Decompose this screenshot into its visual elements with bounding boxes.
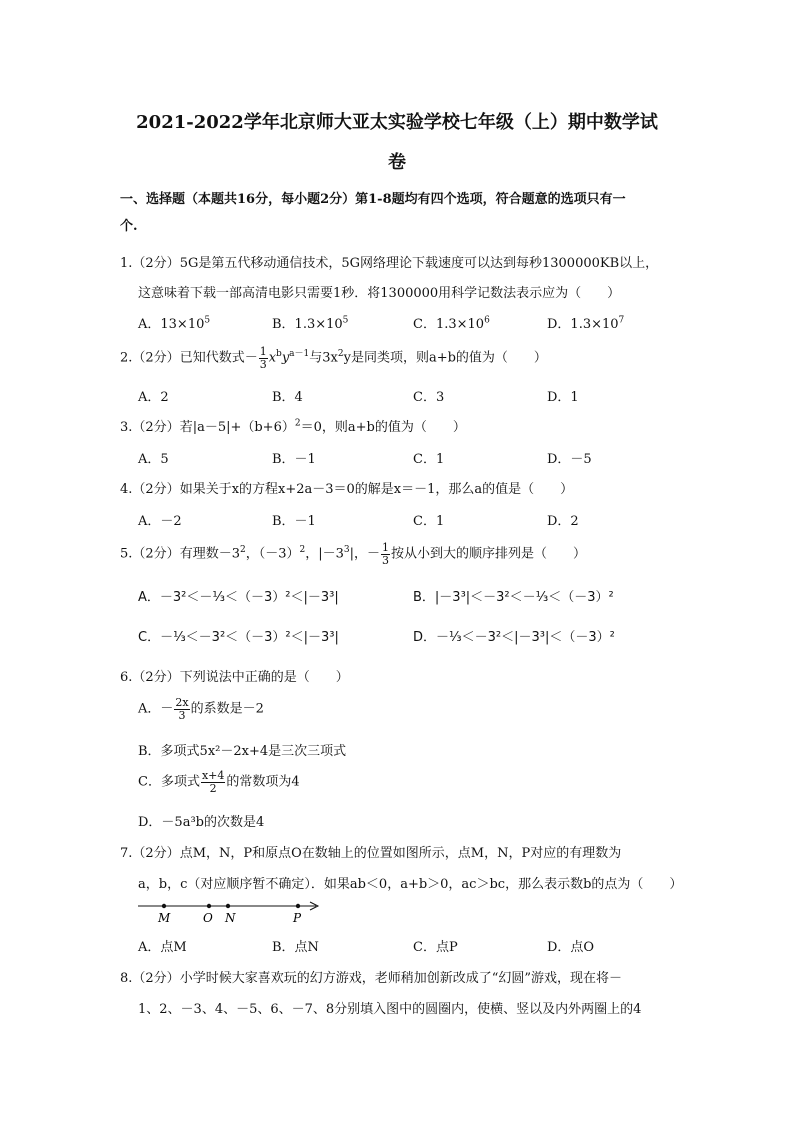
q6-option-d: D．－5a³b的次数是4 bbox=[138, 815, 265, 830]
q6-a-frac-den: 3 bbox=[178, 708, 186, 722]
q3-text2: ＝0，则a+b的值为（ ） bbox=[300, 420, 466, 435]
question-8 bbox=[120, 967, 622, 986]
q2-term1: x bbox=[268, 350, 277, 366]
question-2 bbox=[120, 346, 547, 370]
q4-option-a: A．－2 bbox=[138, 514, 182, 529]
section-heading-cont: 个. bbox=[120, 219, 138, 234]
q2-exp1b: a－1 bbox=[289, 349, 310, 360]
page-title-cont: 卷 bbox=[388, 152, 406, 173]
q2-exp1: b bbox=[276, 349, 282, 360]
q5-text3: ，|－3 bbox=[305, 546, 344, 562]
q1-option-a-text: A．13×10 bbox=[138, 317, 205, 332]
q2-number: 2.（2分） bbox=[120, 350, 180, 366]
q1-option-c-text: C．1.3×10 bbox=[413, 317, 485, 332]
q3-option-b: B．－1 bbox=[272, 452, 316, 467]
q2-fraction-den: 3 bbox=[259, 357, 267, 371]
point-n-dot bbox=[226, 904, 230, 908]
q1-option-b bbox=[272, 313, 348, 332]
q1-option-d-exp: 7 bbox=[618, 315, 625, 326]
question-6 bbox=[120, 666, 349, 685]
q5-text5: 按从小到大的顺序排列是（ ） bbox=[391, 546, 587, 562]
q2-option-b: B．4 bbox=[272, 390, 303, 405]
q5-text1: 有理数－3 bbox=[179, 546, 240, 562]
q4-number: 4.（2分） bbox=[120, 482, 180, 497]
q6-option-b: B．多项式5x²－2x+4是三次三项式 bbox=[138, 744, 347, 759]
q3-option-a: A．5 bbox=[138, 452, 169, 467]
q2-option-a: A．2 bbox=[138, 390, 169, 405]
q3-option-c: C．1 bbox=[413, 452, 445, 467]
question-5 bbox=[120, 542, 586, 566]
q6-option-a bbox=[138, 697, 264, 721]
q5-option-d: D．－⅓＜－3²＜|－3³|＜（－3）² bbox=[413, 630, 615, 645]
q3-text: 若|a－5|+（b+6） bbox=[179, 420, 295, 435]
q8-text: 小学时候大家喜欢玩的幻方游戏，老师稍加创新改成了“幻圆”游戏，现在将－ bbox=[179, 971, 622, 986]
q1-option-d-text: D．1.3×10 bbox=[547, 317, 619, 332]
page-title: 2021-2022学年北京师大亚太实验学校七年级（上）期中数学试 bbox=[136, 112, 658, 133]
section-heading: 一、选择题（本题共16分，每小题2分）第1-8题均有四个选项，符合题意的选项只有一 bbox=[120, 192, 626, 207]
q2-pre: 已知代数式－ bbox=[179, 350, 258, 366]
point-n-label: N bbox=[225, 911, 236, 925]
q7-text: 点M，N，P和原点O在数轴上的位置如图所示，点M，N，P对应的有理数为 bbox=[179, 846, 622, 861]
q1-option-c bbox=[413, 313, 490, 332]
q7-option-c: C．点P bbox=[413, 940, 458, 955]
q4-option-b: B．－1 bbox=[272, 514, 316, 529]
q5-e2: 2 bbox=[299, 545, 306, 556]
q1-option-b-text: B．1.3×10 bbox=[272, 317, 343, 332]
q1-text: 5G是第五代移动通信技术，5G网络理论下载速度可以达到每秒1300000KB以上， bbox=[179, 256, 659, 271]
question-1 bbox=[120, 252, 658, 271]
q2-term1b: y bbox=[281, 350, 290, 366]
q6-option-c-post: 的常数项为4 bbox=[226, 774, 300, 790]
point-p-dot bbox=[296, 904, 300, 908]
q2-mid: 与3x bbox=[309, 350, 338, 366]
q5-fraction bbox=[381, 542, 390, 566]
q5-option-b: B．|－3³|＜－3²＜－⅓＜（－3）² bbox=[413, 590, 614, 605]
q5-text4: |，－ bbox=[349, 546, 380, 562]
q4-option-d: D．2 bbox=[547, 514, 579, 529]
q1-option-a-exp: 5 bbox=[204, 315, 211, 326]
q3-option-d: D．－5 bbox=[547, 452, 592, 467]
point-m-dot bbox=[162, 904, 166, 908]
q3-number: 3.（2分） bbox=[120, 420, 180, 435]
q6-option-a-post: 的系数是－2 bbox=[190, 701, 264, 717]
q7-option-d: D．点O bbox=[547, 940, 595, 955]
point-o-dot bbox=[207, 904, 211, 908]
number-line-figure bbox=[136, 896, 326, 926]
q7-option-a: A．点M bbox=[138, 940, 187, 955]
q2-option-d: D．1 bbox=[547, 390, 579, 405]
q5-option-c: C．－⅓＜－3²＜（－3）²＜|－3³| bbox=[138, 630, 339, 645]
q5-text2: ，（－3） bbox=[245, 546, 300, 562]
point-p-label: P bbox=[293, 911, 302, 925]
q5-fraction-den: 3 bbox=[382, 553, 389, 567]
q6-number: 6.（2分） bbox=[120, 670, 180, 685]
q5-option-a: A．－3²＜－⅓＜（－3）²＜|－3³| bbox=[138, 590, 339, 605]
q5-e1: 2 bbox=[239, 545, 246, 556]
q7-number: 7.（2分） bbox=[120, 846, 180, 861]
question-3 bbox=[120, 416, 466, 435]
q5-number: 5.（2分） bbox=[120, 546, 180, 562]
q1-option-c-exp: 6 bbox=[484, 315, 490, 326]
q1-option-a bbox=[138, 313, 210, 332]
q4-text: 如果关于x的方程x+2a－3＝0的解是x＝－1，那么a的值是（ ） bbox=[179, 482, 574, 497]
q8-text-cont: 1、2、－3、4、－5、6、－7、8分别填入图中的圆圈内，使横、竖以及内外两圈上的4 bbox=[138, 1002, 642, 1017]
q7-text-cont: a，b，c（对应顺序暂不确定）．如果ab＜0，a+b＞0，ac＞bc，那么表示数b的点为（ ） bbox=[138, 877, 683, 892]
q8-number: 8.（2分） bbox=[120, 971, 180, 986]
q2-term2: y是同类项，则a+b的值为（ ） bbox=[343, 350, 547, 366]
q3-exp: 2 bbox=[294, 418, 301, 429]
q6-a-frac-num: 2x bbox=[175, 696, 189, 709]
question-7 bbox=[120, 842, 621, 861]
q4-option-c: C．1 bbox=[413, 514, 445, 529]
q1-text-cont: 这意味着下载一部高清电影只需要1秒．将1300000用科学记数法表示应为（ ） bbox=[138, 286, 621, 301]
q6-option-a-pre: A．－ bbox=[138, 701, 174, 717]
q6-text: 下列说法中正确的是（ ） bbox=[179, 670, 349, 685]
q2-fraction bbox=[259, 346, 268, 370]
q1-option-d bbox=[547, 313, 624, 332]
q2-fraction-num: 1 bbox=[259, 345, 267, 358]
q2-exp2: 2 bbox=[337, 349, 344, 360]
q7-option-b: B．点N bbox=[272, 940, 319, 955]
q6-c-frac-den: 2 bbox=[209, 781, 217, 795]
q6-option-c-pre: C．多项式 bbox=[138, 774, 200, 790]
q1-number: 1.（2分） bbox=[120, 256, 180, 271]
q6-option-c-fraction bbox=[201, 770, 225, 794]
q6-option-a-fraction bbox=[174, 697, 189, 721]
q5-fraction-num: 1 bbox=[382, 541, 389, 554]
q2-option-c: C．3 bbox=[413, 390, 445, 405]
point-m-label: M bbox=[158, 911, 171, 925]
q6-c-frac-num: x+4 bbox=[201, 769, 225, 782]
q6-option-c bbox=[138, 770, 300, 794]
q1-option-b-exp: 5 bbox=[342, 315, 349, 326]
point-o-label: O bbox=[203, 911, 213, 925]
question-4 bbox=[120, 478, 573, 497]
q5-e3: 3 bbox=[343, 545, 350, 556]
